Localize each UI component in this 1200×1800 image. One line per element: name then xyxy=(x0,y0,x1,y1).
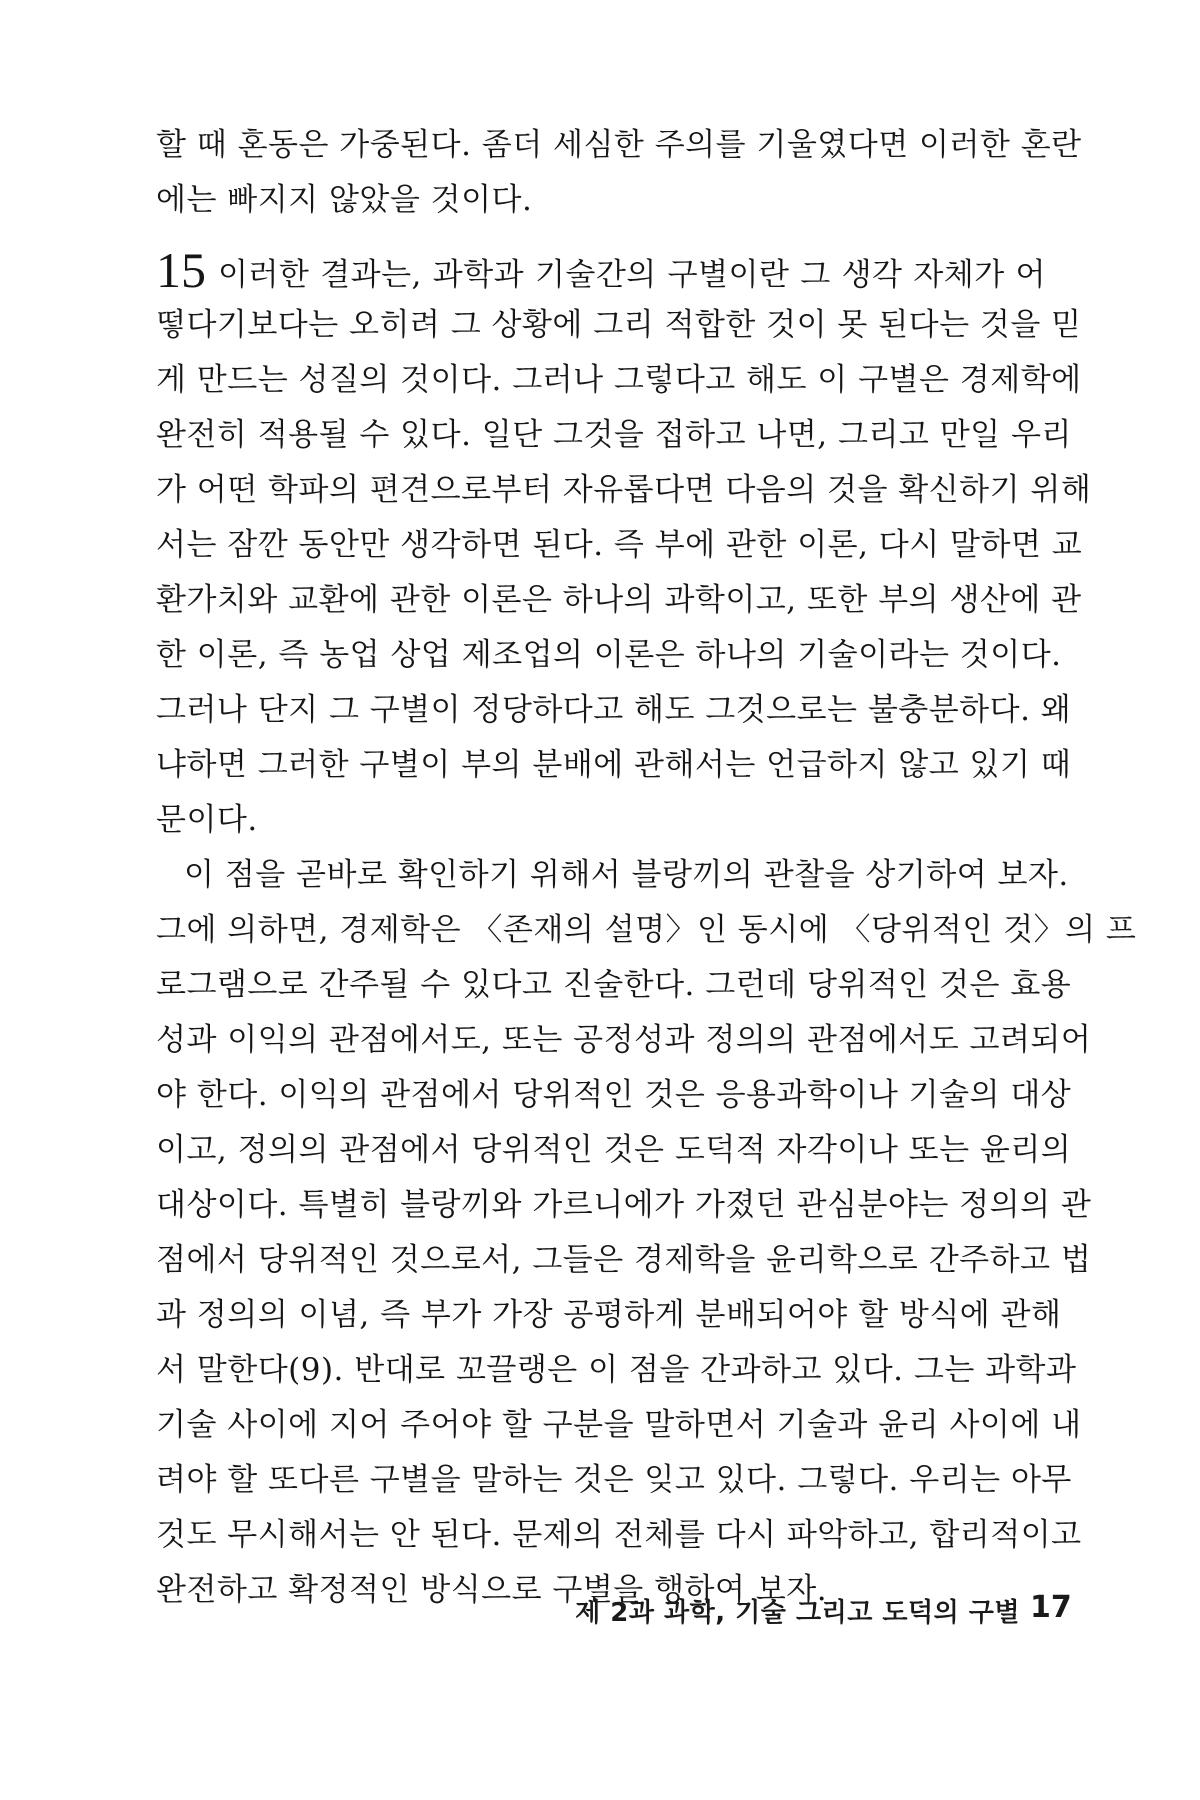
text-line: 이 점을 곧바로 확인하기 위해서 블랑끼의 관찰을 상기하여 보자. xyxy=(184,857,1069,893)
text-line: 할 때 혼동은 가중된다. 좀더 세심한 주의를 기울였다면 이러한 혼란 xyxy=(156,127,1082,163)
text-line: 서 말한다(9). 반대로 꼬끌랭은 이 점을 간과하고 있다. 그는 과학과 xyxy=(156,1352,1077,1388)
paragraph-first-line xyxy=(156,243,1046,298)
text-line: 가 어떤 학파의 편견으로부터 자유롭다면 다음의 것을 확신하기 위해 xyxy=(156,472,1092,508)
text-line: 냐하면 그러한 구별이 부의 분배에 관해서는 언급하지 않고 있기 때 xyxy=(156,747,1072,783)
text-line: 것도 무시해서는 안 된다. 문제의 전체를 다시 파악하고, 합리적이고 xyxy=(156,1517,1082,1553)
text-line: 이러한 결과는, 과학과 기술간의 구별이란 그 생각 자체가 어 xyxy=(218,257,1046,293)
text-line: 완전히 적용될 수 있다. 일단 그것을 접하고 나면, 그리고 만일 우리 xyxy=(156,417,1072,453)
text-line: 과 정의의 이념, 즉 부가 가장 공평하게 분배되어야 할 방식에 관해 xyxy=(156,1297,1062,1333)
text-line: 문이다. xyxy=(156,802,258,838)
text-line: 그러나 단지 그 구별이 정당하다고 해도 그것으로는 불충분하다. 왜 xyxy=(156,692,1072,728)
page-footer xyxy=(0,1592,1200,1636)
text-line: 야 한다. 이익의 관점에서 당위적인 것은 응용과학이나 기술의 대상 xyxy=(156,1077,1072,1113)
body-text-top xyxy=(156,118,1082,228)
text-line: 그에 의하면, 경제학은 〈존재의 설명〉인 동시에 〈당위적인 것〉의 프 xyxy=(156,912,1137,948)
text-line: 대상이다. 특별히 블랑끼와 가르니에가 가졌던 관심분야는 정의의 관 xyxy=(156,1187,1092,1223)
text-line: 점에서 당위적인 것으로서, 그들은 경제학을 윤리학으로 간주하고 법 xyxy=(156,1242,1092,1278)
text-line: 성과 이익의 관점에서도, 또는 공정성과 정의의 관점에서도 고려되어 xyxy=(156,1022,1092,1058)
text-line: 기술 사이에 지어 주어야 할 구분을 말하면서 기술과 윤리 사이에 내 xyxy=(156,1407,1082,1443)
paragraph-number: 15 xyxy=(156,242,206,298)
text-line: 이고, 정의의 관점에서 당위적인 것은 도덕적 자각이나 또는 윤리의 xyxy=(156,1132,1072,1168)
text-line: 완전하고 확정적인 방식으로 구별을 행하여 보자. xyxy=(156,1572,828,1608)
text-line: 게 만드는 성질의 것이다. 그러나 그렇다고 해도 이 구별은 경제학에 xyxy=(156,362,1082,398)
text-line: 에는 빠지지 않았을 것이다. xyxy=(156,182,533,218)
running-title: 제 2과 과학, 기술 그리고 도덕의 구별 xyxy=(575,1598,1020,1628)
text-line: 한 이론, 즉 농업 상업 제조업의 이론은 하나의 기술이라는 것이다. xyxy=(156,637,1062,673)
text-line: 환가치와 교환에 관한 이론은 하나의 과학이고, 또한 부의 생산에 관 xyxy=(156,582,1082,618)
page-number: 17 xyxy=(1030,1590,1072,1625)
text-line: 려야 할 또다른 구별을 말하는 것은 잊고 있다. 그렇다. 우리는 아무 xyxy=(156,1462,1072,1498)
text-line: 로그램으로 간주될 수 있다고 진술한다. 그런데 당위적인 것은 효용 xyxy=(156,967,1072,1003)
text-line: 서는 잠깐 동안만 생각하면 된다. 즉 부에 관한 이론, 다시 말하면 교 xyxy=(156,527,1083,563)
text-line: 떻다기보다는 오히려 그 상황에 그리 적합한 것이 못 된다는 것을 믿 xyxy=(156,307,1082,343)
